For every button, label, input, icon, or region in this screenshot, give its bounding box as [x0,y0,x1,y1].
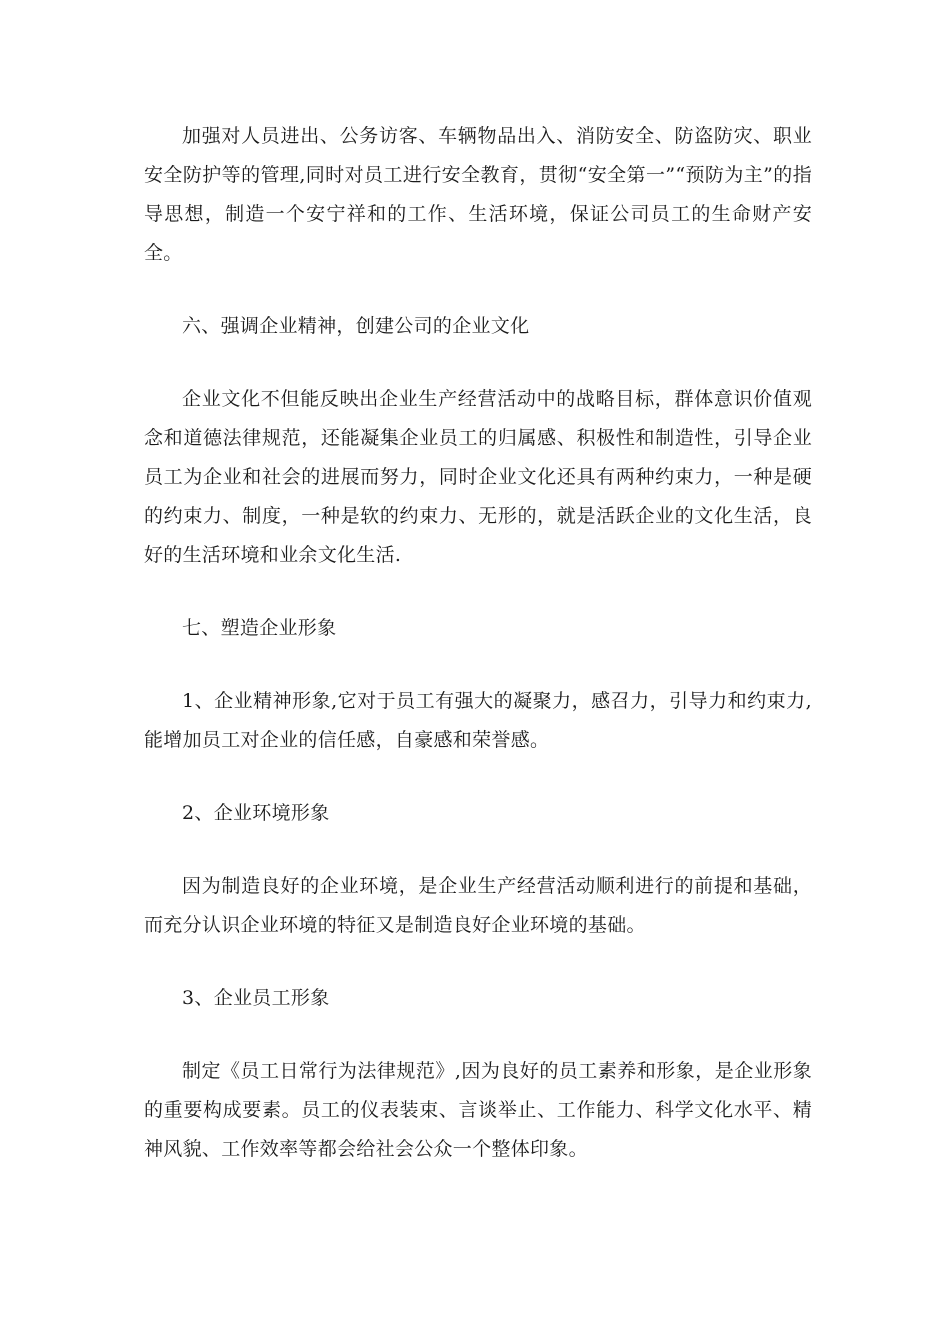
section-heading-corporate-image: 七、塑造企业形象 [182,617,337,639]
section-heading-corporate-culture: 六、强调企业精神，创建公司的企业文化 [182,315,530,337]
paragraph-spirit-image: 1、企业精神形象,它对于员工有强大的凝聚力，感召力，引导力和约束力,能增加员工对企业的信任感，自豪感和荣誉感。 [144,690,812,751]
document-body [144,117,812,1169]
paragraph-spacer [144,760,812,794]
paragraph-spacer [144,273,812,307]
paragraph-spacer [144,648,812,682]
subheading-employee-image: 3、企业员工形象 [182,987,330,1009]
subheading-environment-image: 2、企业环境形象 [182,802,330,824]
paragraph-spacer [144,945,812,979]
paragraph-employee-image: 制定《员工日常行为法律规范》,因为良好的员工素养和形象，是企业形象的重要构成要素。员工的仪表装束、言谈举止、工作能力、科学文化水平、精神风貌、工作效率等都会给社会公众一个整体印象。 [144,1060,812,1160]
paragraph-spacer [144,1018,812,1052]
paragraph-spacer [144,575,812,609]
paragraph-security-management: 加强对人员进出、公务访客、车辆物品出入、消防安全、防盗防灾、职业安全防护等的管理,同时对员工进行安全教育，贯彻“安全第一”“预防为主”的指导思想，制造一个安宁祥和的工作、生活环境，保证公司员工的生命财产安全。 [144,125,812,264]
paragraph-spacer [144,346,812,380]
paragraph-corporate-culture: 企业文化不但能反映出企业生产经营活动中的战略目标，群体意识价值观念和道德法律规范，还能凝集企业员工的归属感、积极性和制造性，引导企业员工为企业和社会的进展而努力，同时企业文化还具有两种约束力，一种是硬的约束力、制度，一种是软的约束力、无形的，就是活跃企业的文化生活，良好的生活环境和业余文化生活. [144,388,812,566]
paragraph-spacer [144,833,812,867]
paragraph-environment-image: 因为制造良好的企业环境，是企业生产经营活动顺利进行的前提和基础，而充分认识企业环境的特征又是制造良好企业环境的基础。 [144,875,812,936]
